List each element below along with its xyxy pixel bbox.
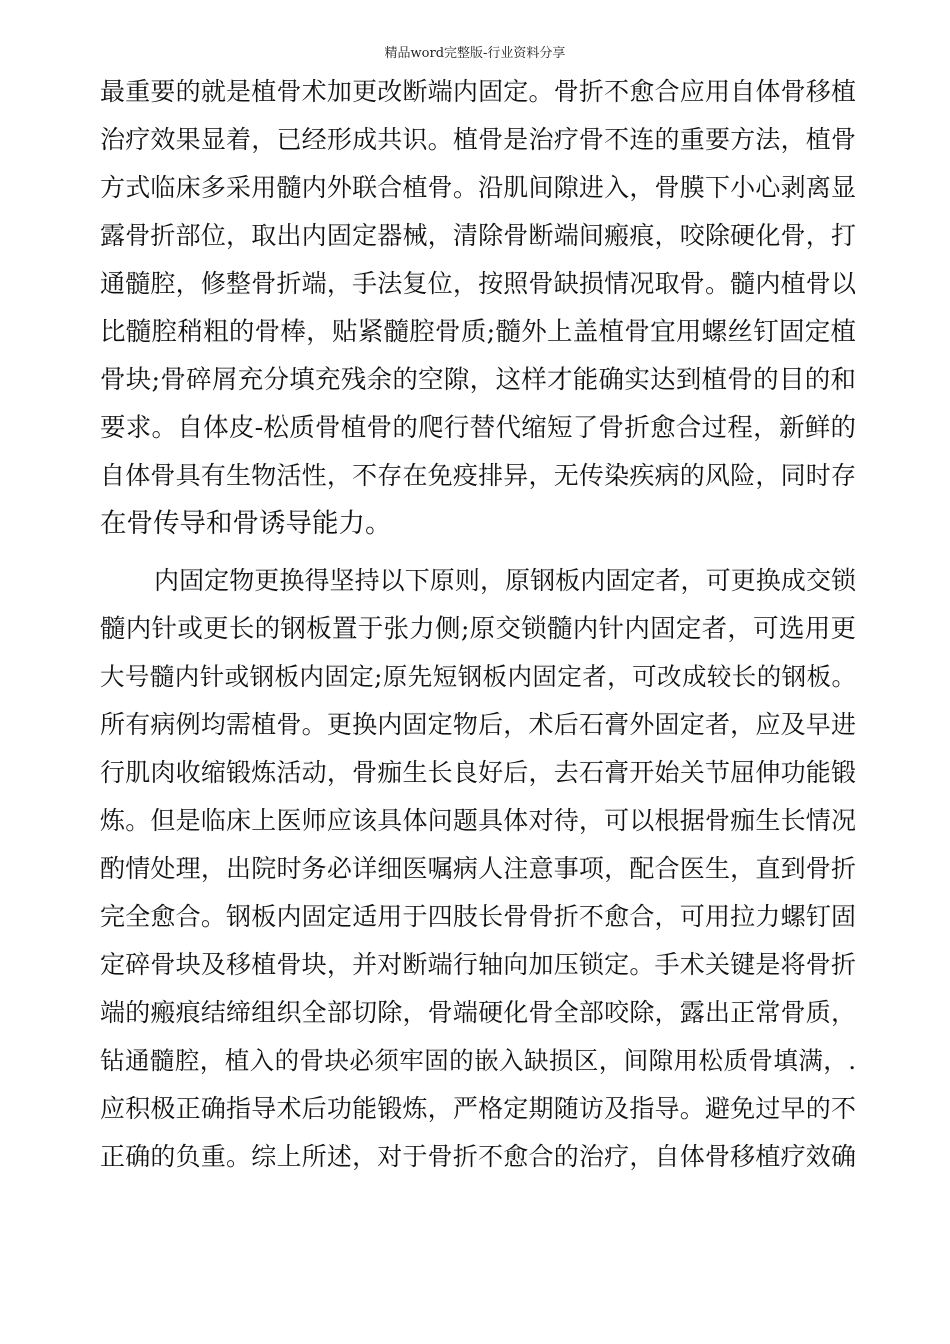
text-line: 定碎骨块及移植骨块，并对断端行轴向加压锁定。手术关键是将骨折 xyxy=(100,950,856,979)
text-line: 内固定物更换得坚持以下原则，原钢板内固定者，可更换成交锁 xyxy=(154,566,856,595)
text-line: 骨块;骨碎屑充分填充残余的空隙，这样才能确实达到植骨的目的和 xyxy=(100,365,856,395)
text-line: 酌情处理，出院时务必详细医嘱病人注意事项，配合医生，直到骨折 xyxy=(100,854,856,883)
text-line: 钻通髓腔，植入的骨块必须牢固的嵌入缺损区，间隙用松质骨填满，. xyxy=(100,1046,856,1075)
text-line: 在骨传导和骨诱导能力。 xyxy=(100,508,392,539)
text-line: 正确的负重。综上所述，对于骨折不愈合的治疗，自体骨移植疗效确 xyxy=(100,1142,856,1171)
text-line: 髓内针或更长的钢板置于张力侧;原交锁髓内针内固定者，可选用更 xyxy=(100,614,856,644)
paragraph-1 xyxy=(100,72,856,552)
paragraph-spacer xyxy=(100,552,856,561)
text-line: 治疗效果显着，已经形成共识。植骨是治疗骨不连的重要方法，植骨 xyxy=(100,125,856,154)
text-line: 炼。但是临床上医师应该具体问题具体对待，可以根据骨痂生长情况 xyxy=(100,806,856,835)
text-line: 自体骨具有生物活性，不存在免疫排异，无传染疾病的风险，同时存 xyxy=(100,461,856,490)
document-body xyxy=(100,72,856,1185)
text-line: 通髓腔，修整骨折端，手法复位，按照骨缺损情况取骨。髓内植骨以 xyxy=(100,269,856,298)
text-line: 所有病例均需植骨。更换内固定物后，术后石膏外固定者，应及早进 xyxy=(100,710,856,739)
text-line: 方式临床多采用髓内外联合植骨。沿肌间隙进入，骨膜下小心剥离显 xyxy=(100,173,856,202)
text-line: 最重要的就是植骨术加更改断端内固定。骨折不愈合应用自体骨移植 xyxy=(100,77,856,106)
paragraph-2 xyxy=(100,561,856,1185)
text-line: 完全愈合。钢板内固定适用于四肢长骨骨折不愈合，可用拉力螺钉固 xyxy=(100,902,856,931)
text-line: 要求。自体皮-松质骨植骨的爬行替代缩短了骨折愈合过程，新鲜的 xyxy=(100,413,856,443)
text-line: 比髓腔稍粗的骨棒，贴紧髓腔骨质;髓外上盖植骨宜用螺丝钉固定植 xyxy=(100,317,856,347)
page-header: 精品word完整版-行业资料分享 xyxy=(384,46,566,61)
text-line: 应积极正确指导术后功能锻炼，严格定期随访及指导。避免过早的不 xyxy=(100,1094,856,1123)
text-line: 大号髓内针或钢板内固定;原先短钢板内固定者，可改成较长的钢板。 xyxy=(100,662,856,691)
text-line: 端的瘢痕结缔组织全部切除，骨端硬化骨全部咬除，露出正常骨质， xyxy=(100,998,856,1027)
text-line: 行肌肉收缩锻炼活动，骨痂生长良好后，去石膏开始关节屈伸功能锻 xyxy=(100,758,856,787)
text-line: 露骨折部位，取出内固定器械，清除骨断端间瘢痕，咬除硬化骨，打 xyxy=(100,221,856,250)
